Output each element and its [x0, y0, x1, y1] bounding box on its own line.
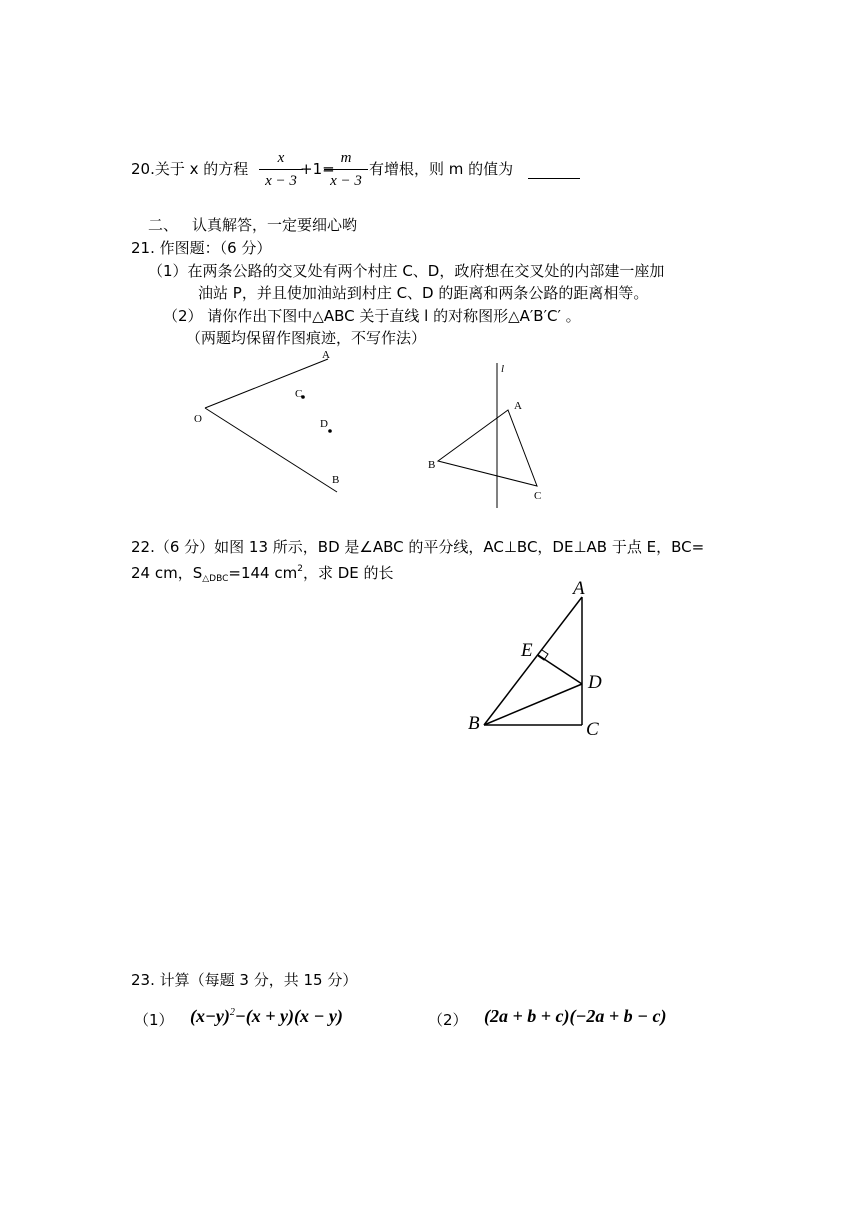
- q23-part1-expr-a: (x−y): [190, 1006, 230, 1026]
- line-label-l: l: [501, 363, 505, 375]
- q23-part1-expression: [190, 1006, 343, 1027]
- point-label-c: C: [295, 388, 303, 400]
- road-oa: [205, 359, 328, 408]
- point-label-b: B: [332, 474, 340, 486]
- q23-title: 23. 计算（每题 3 分，共 15 分）: [131, 971, 358, 989]
- vertex-label-a: A: [573, 578, 585, 599]
- q21-part2-line2: （两题均保留作图痕迹，不写作法）: [186, 329, 427, 347]
- point-label-a: A: [322, 349, 330, 361]
- q20-prefix: 20.关于 x 的方程: [131, 160, 249, 178]
- segment-bd: [484, 684, 582, 725]
- point-label-o: O: [194, 413, 202, 425]
- q22-figure: [460, 578, 610, 738]
- q22-line2: [131, 559, 394, 589]
- q22-line1: 22.（6 分）如图 13 所示，BD 是∠ABC 的平分线，AC⊥BC，DE⊥AB 于点 E，BC=: [131, 538, 705, 556]
- road-ob: [205, 408, 340, 492]
- q20-fraction-1: [259, 148, 303, 191]
- vertex-label-e: E: [521, 640, 533, 661]
- q21-title: 21. 作图题：（6 分）: [131, 239, 272, 257]
- q21-triangle-figure: [420, 358, 560, 518]
- section-number: 二、: [148, 216, 179, 234]
- q22-line2-part-b: =144 cm: [228, 564, 298, 582]
- q20-suffix: [369, 159, 580, 179]
- vertex-label-d: D: [588, 672, 602, 693]
- vertex-label-c: C: [534, 490, 542, 502]
- q20-suffix-text: 有增根，则 m 的值为: [369, 160, 514, 178]
- point-label-d: D: [320, 418, 328, 430]
- q21-part1-line1: （1）在两条公路的交叉处有两个村庄 C、D，政府想在交叉处的内部建一座加: [148, 262, 665, 280]
- q23-part1-label: （1）: [134, 1011, 174, 1029]
- q20-plus-one-equals: +1=: [300, 160, 335, 178]
- q20-fraction-1-denominator: x − 3: [265, 173, 297, 189]
- q21-road-figure: [190, 345, 370, 495]
- vertex-label-a: A: [514, 400, 522, 412]
- vertex-label-c: C: [586, 719, 599, 738]
- q20-fraction-1-numerator: x: [277, 150, 285, 166]
- q21-part2-line1: （2） 请你作出下图中△ABC 关于直线 l 的对称图形△A′B′C′ 。: [163, 307, 581, 325]
- q22-area-subscript: △DBC: [202, 574, 229, 584]
- q22-line2-part-c: ，求 DE 的长: [302, 564, 394, 582]
- vertex-label-b: B: [428, 459, 436, 471]
- q22-unit-superscript: 2: [297, 564, 303, 574]
- q20-fraction-2-numerator: m: [340, 150, 352, 166]
- fraction-bar: [259, 169, 303, 170]
- vertex-label-b: B: [468, 713, 480, 734]
- q22-line2-part-a: 24 cm，S: [131, 564, 203, 582]
- q20-fraction-2-denominator: x − 3: [330, 173, 362, 189]
- segment-ab: [484, 597, 582, 725]
- q20-fraction-2: [324, 148, 368, 191]
- q23-part1-expr-b: −(x + y)(x − y): [234, 1006, 343, 1026]
- village-d-point: [328, 429, 332, 433]
- q20-answer-blank[interactable]: [528, 162, 580, 179]
- section-title: 认真解答，一定要细心哟: [192, 216, 358, 234]
- triangle-abc: [438, 410, 537, 486]
- fraction-bar: [324, 169, 368, 170]
- q23-part2-label: （2）: [428, 1011, 468, 1029]
- q21-part1-line2: 油站 P，并且使加油站到村庄 C、D 的距离和两条公路的距离相等。: [198, 284, 649, 302]
- q23-part2-expression: (2a + b + c)(−2a + b − c): [484, 1006, 667, 1026]
- q23-part1-exponent: 2: [229, 1007, 235, 1018]
